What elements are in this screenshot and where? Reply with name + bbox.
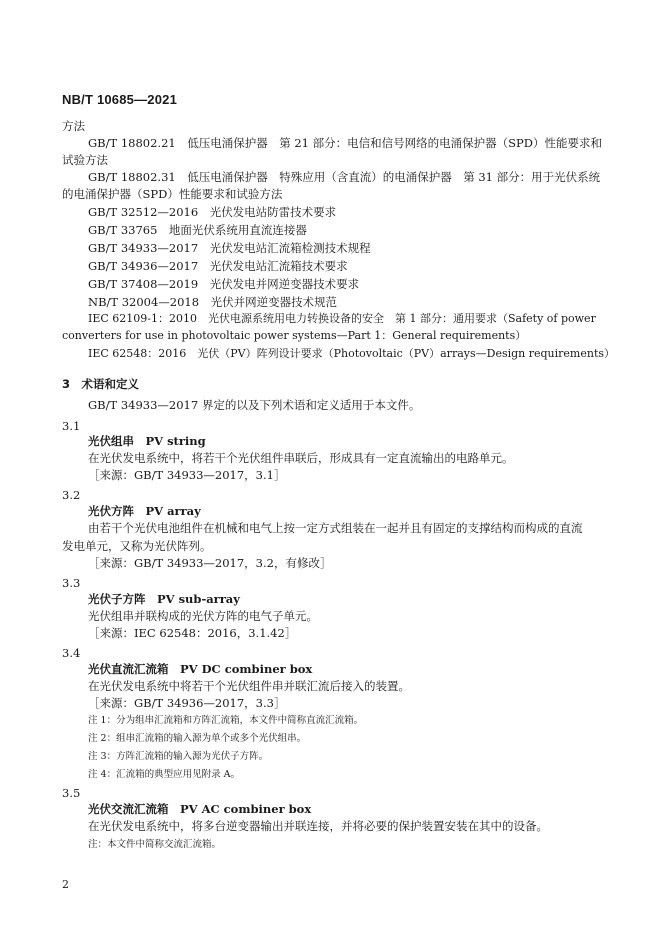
term-source: ［来源：GB/T 34933—2017，3.1］ xyxy=(88,468,286,482)
standard-number-header: NB/T 10685—2021 xyxy=(62,92,178,107)
reference-continuation: 方法 xyxy=(62,119,85,133)
term-note: 注 3：方阵汇流箱的输入源为光伏子方阵。 xyxy=(88,751,269,762)
term-title: 光伏方阵 PV array xyxy=(88,504,201,518)
reference-item: GB/T 34933—2017 光伏发电站汇流箱检测技术规程 xyxy=(88,241,371,255)
term-number: 3.3 xyxy=(62,576,81,590)
term-number: 3.5 xyxy=(62,786,81,800)
term-number: 3.4 xyxy=(62,646,81,660)
reference-item: GB/T 34936—2017 光伏发电站汇流箱技术要求 xyxy=(88,259,348,273)
term-note: 注 4：汇流箱的典型应用见附录 A。 xyxy=(88,769,240,780)
term-note: 注：本文件中简称交流汇流箱。 xyxy=(88,839,222,850)
term-note: 注 2：组串汇流箱的输入源为单个或多个光伏组串。 xyxy=(88,733,307,744)
term-title: 光伏组串 PV string xyxy=(88,434,206,448)
reference-item: IEC 62109-1：2010 光伏电源系统用电力转换设备的安全 第 1 部分：通用要求（Safety of power xyxy=(88,312,596,325)
term-definition: 光伏组串并联构成的光伏方阵的电气子单元。 xyxy=(88,609,318,623)
reference-item-continuation: 的电涌保护器（SPD）性能要求和试验方法 xyxy=(62,187,283,201)
term-definition-continuation: 发电单元，又称为光伏阵列。 xyxy=(62,539,212,553)
term-definition: 在光伏发电系统中将若干个光伏组件串并联汇流后接入的装置。 xyxy=(88,679,410,693)
page-number: 2 xyxy=(62,878,69,891)
term-number: 3.1 xyxy=(62,419,81,433)
term-source: ［来源：IEC 62548：2016，3.1.42］ xyxy=(88,626,297,640)
term-definition: 由若干个光伏电池组件在机械和电气上按一定方式组装在一起并且有固定的支撑结构而构成的直流 xyxy=(88,521,583,535)
term-source: ［来源：GB/T 34933—2017，3.2，有修改］ xyxy=(88,556,332,570)
term-definition: 在光伏发电系统中，将多台逆变器输出并联连接，并将必要的保护装置安装在其中的设备。 xyxy=(88,819,548,833)
reference-item: GB/T 37408—2019 光伏发电并网逆变器技术要求 xyxy=(88,277,360,291)
term-definition: 在光伏发电系统中，将若干个光伏组件串联后，形成具有一定直流输出的电路单元。 xyxy=(88,451,514,465)
term-number: 3.2 xyxy=(62,488,81,502)
term-source: ［来源：GB/T 34936—2017，3.3］ xyxy=(88,696,286,710)
reference-item: NB/T 32004—2018 光伏并网逆变器技术规范 xyxy=(88,295,338,309)
reference-item-continuation: converters for use in photovoltaic power systems—Part 1：General requirements） xyxy=(62,329,527,342)
reference-item: IEC 62548：2016 光伏（PV）阵列设计要求（Photovoltaic（PV）arrays—Design requirements） xyxy=(88,347,616,360)
term-title: 光伏直流汇流箱 PV DC combiner box xyxy=(88,662,313,676)
reference-item: GB/T 18802.21 低压电涌保护器 第 21 部分：电信和信号网络的电涌保护器（SPD）性能要求和 xyxy=(88,136,602,150)
reference-item: GB/T 18802.31 低压电涌保护器 特殊应用（含直流）的电涌保护器 第 31 部分：用于光伏系统 xyxy=(88,170,601,184)
term-title: 光伏子方阵 PV sub-array xyxy=(88,592,240,606)
section-intro: GB/T 34933—2017 界定的以及下列术语和定义适用于本文件。 xyxy=(88,398,421,412)
term-title: 光伏交流汇流箱 PV AC combiner box xyxy=(88,802,312,816)
reference-item: GB/T 32512—2016 光伏发电站防雷技术要求 xyxy=(88,205,337,219)
reference-item-continuation: 试验方法 xyxy=(62,153,108,167)
reference-item: GB/T 33765 地面光伏系统用直流连接器 xyxy=(88,223,307,237)
section-heading: 3 术语和定义 xyxy=(62,377,140,391)
term-note: 注 1：分为组串汇流箱和方阵汇流箱，本文件中简称直流汇流箱。 xyxy=(88,715,364,726)
